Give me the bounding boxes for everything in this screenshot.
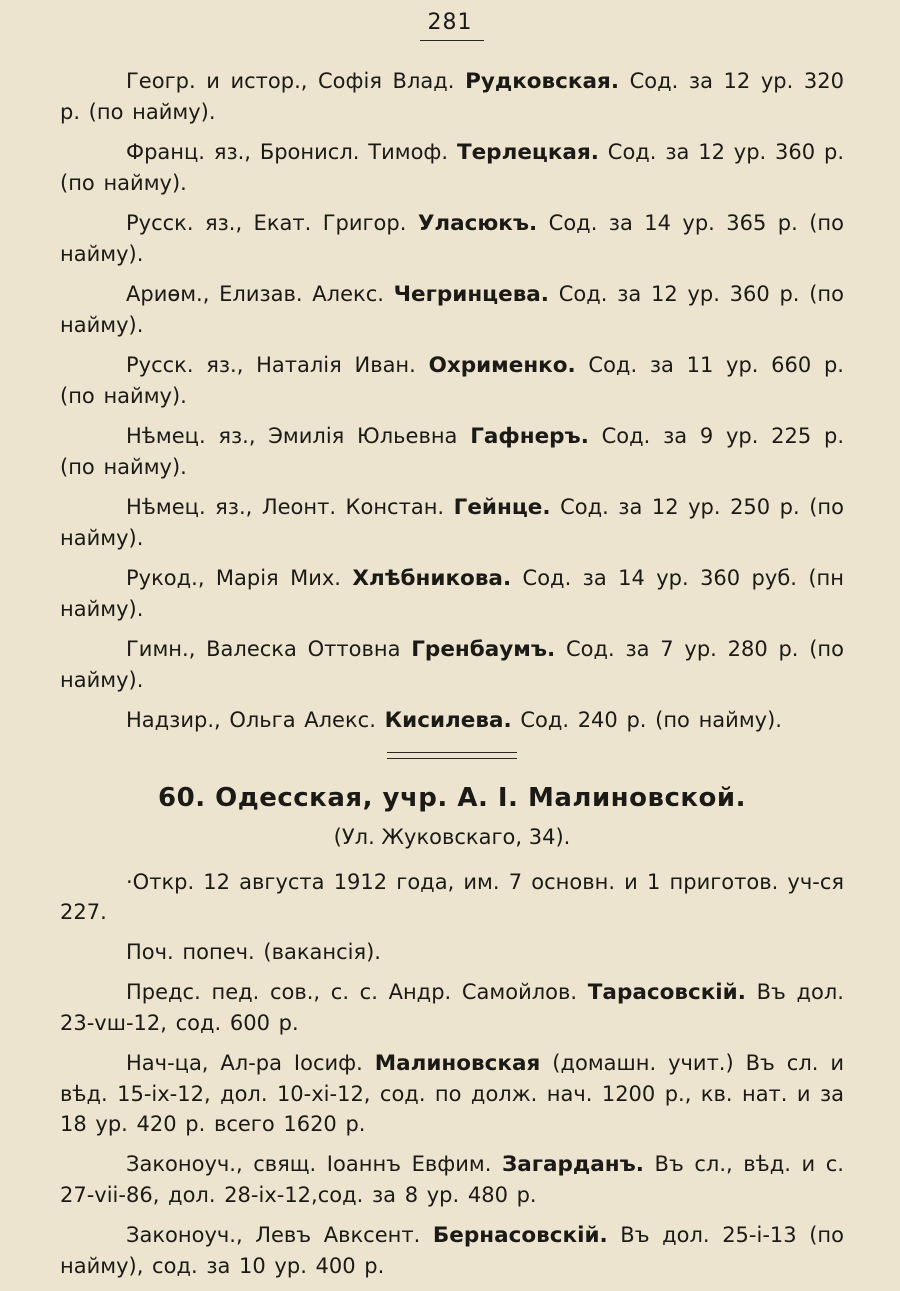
page-number: 281 xyxy=(427,10,473,35)
page-number-rule xyxy=(420,40,484,41)
person-surname: Гренбаумъ. xyxy=(411,637,556,662)
staff-list-top xyxy=(60,66,844,736)
person-surname: Хлѣбникова. xyxy=(352,566,512,591)
person-surname: Загарданъ. xyxy=(501,1152,644,1177)
staff-entry: Русск. яз., Екат. Григор. Уласюкъ. Сод. за 14 ур. 365 р. (по найму). xyxy=(60,211,844,266)
school-staff-list xyxy=(60,867,844,1281)
person-surname: Охрименко. xyxy=(428,353,576,378)
person-surname: Уласюкъ. xyxy=(417,211,538,236)
staff-entry: Рукод., Марія Мих. Хлѣбникова. Сод. за 14 ур. 360 руб. (пн найму). xyxy=(60,566,845,621)
person-surname: Бернасовскій. xyxy=(432,1223,608,1248)
person-surname: Тарасовскій. xyxy=(587,980,746,1005)
staff-entry: Ариѳм., Елизав. Алекс. Чегринцева. Сод. за 12 ур. 360 р. (по найму). xyxy=(60,282,844,337)
staff-entry: Гимн., Валеска Оттовна Гренбаумъ. Сод. за 7 ур. 280 р. (по найму). xyxy=(60,637,844,692)
staff-entry: Предс. пед. сов., с. с. Андр. Самойлов. Тарасовскій. Въ дол. 23-vш-12, сод. 600 р. xyxy=(60,980,844,1035)
staff-entry: Нач-ца, Ал-ра Іосиф. Малиновская (домашн. учит.) Въ сл. и вѣд. 15-ix-12, дол. 10-xi-12, сод. по долж. нач. 1200 р., кв. нат. и за 18 ур. 420 р. всего 1620 р. xyxy=(60,1051,844,1136)
staff-entry: Геогр. и истор., Софія Влад. Рудковская. Сод. за 12 ур. 320 р. (по найму). xyxy=(60,69,844,124)
school-info-entry: Поч. попеч. (вакансія). xyxy=(126,940,381,964)
person-surname: Гейнце. xyxy=(453,495,551,520)
section-heading: 60. Одесская, учр. А. I. Малиновской. xyxy=(158,783,746,813)
section-address: (Ул. Жуковскаго, 34). xyxy=(333,825,571,849)
person-surname: Малиновская xyxy=(374,1051,541,1076)
school-info-entry: ·Откр. 12 августа 1912 года, им. 7 основн. и 1 приготов. уч-ся 227. xyxy=(60,870,844,924)
person-surname: Кисилева. xyxy=(384,708,512,733)
staff-entry: Франц. яз., Бронисл. Тимоф. Терлецкая. Сод. за 12 ур. 360 р. (по найму). xyxy=(60,140,844,195)
staff-entry: Нѣмец. яз., Эмилія Юльевна Гафнеръ. Сод. за 9 ур. 225 р. (по найму). xyxy=(60,424,844,479)
staff-entry: Надзир., Ольга Алекс. Кисилева. Сод. 240 р. (по найму). xyxy=(126,708,782,733)
person-surname: Чегринцева. xyxy=(393,282,549,307)
staff-entry: Русск. яз., Наталія Иван. Охрименко. Сод. за 11 ур. 660 р. (по найму). xyxy=(60,353,844,408)
person-surname: Рудковская. xyxy=(465,69,619,94)
person-surname: Терлецкая. xyxy=(456,140,599,165)
double-rule-separator xyxy=(387,752,517,759)
page-content xyxy=(60,66,844,1291)
staff-entry: Законоуч., свящ. Іоаннъ Евфим. Загарданъ. Въ сл., вѣд. и с. 27-vii-86, дол. 28-ix-12,сод. за 8 ур. 480 р. xyxy=(60,1152,844,1207)
staff-entry: Нѣмец. яз., Леонт. Констан. Гейнце. Сод. за 12 ур. 250 р. (по найму). xyxy=(60,495,844,550)
person-surname: Гафнеръ. xyxy=(470,424,589,449)
staff-entry: Законоуч., Левъ Авксент. Бернасовскій. Въ дол. 25-i-13 (по найму), сод. за 10 ур. 400 р. xyxy=(60,1223,844,1278)
